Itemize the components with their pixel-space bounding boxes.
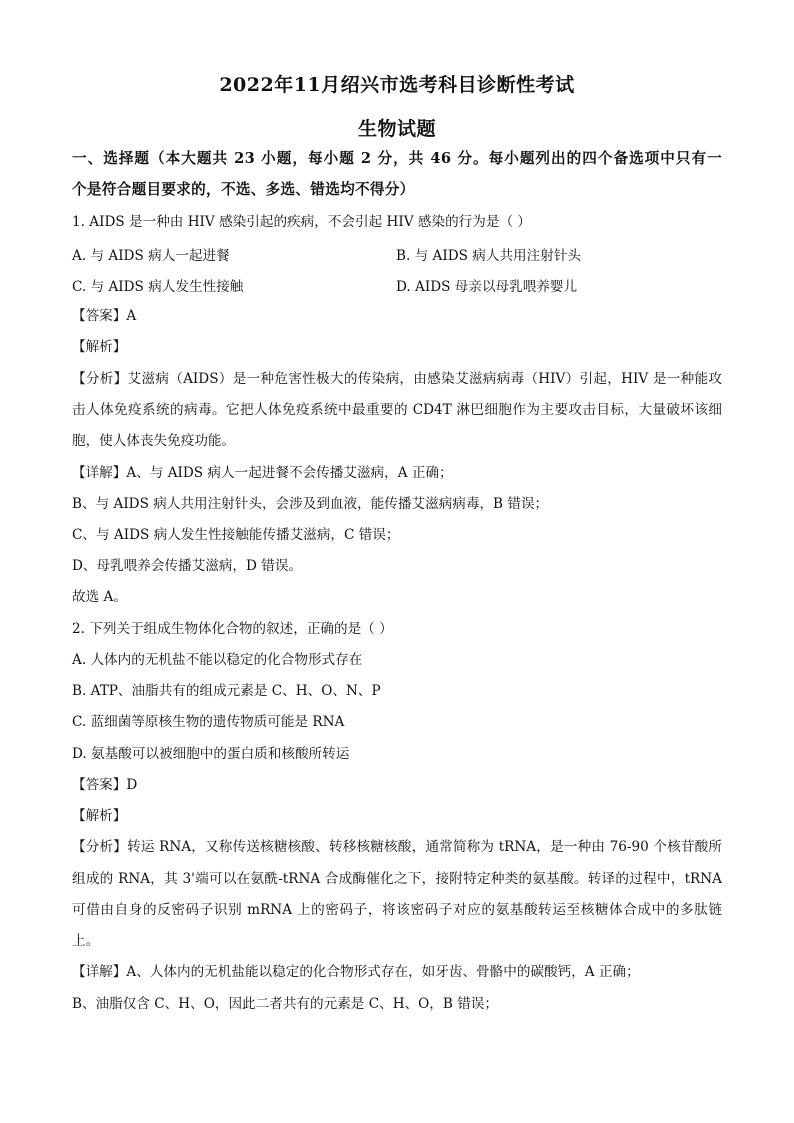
question-1-option-b: B. 与 AIDS 病人共用注射针头 bbox=[396, 248, 582, 264]
question-1-detail-line-2: B、与 AIDS 病人共用注射针头，会涉及到血液，能传播艾滋病病毒，B 错误； bbox=[72, 496, 549, 512]
question-2-answer: 【答案】D bbox=[72, 777, 138, 793]
page-subtitle: 生物试题 bbox=[357, 118, 436, 140]
question-2-stem: 2. 下列关于组成生物体化合物的叙述，正确的是（ ） bbox=[72, 621, 393, 637]
question-1-fenxi-line-3: 胞，使人体丧失免疫功能。 bbox=[72, 433, 236, 449]
question-1-answer: 【答案】A bbox=[72, 308, 137, 324]
page-title: 2022年11月绍兴市选考科目诊断性考试 bbox=[219, 74, 575, 96]
question-2-analysis-label: 【解析】 bbox=[72, 808, 127, 824]
question-1-option-d: D. AIDS 母亲以母乳喂养婴儿 bbox=[396, 279, 578, 295]
section-heading-line-2: 个是符合题目要求的，不选、多选、错选均不得分） bbox=[72, 181, 415, 198]
question-2-fenxi-line-4: 上。 bbox=[72, 933, 100, 949]
question-2-option-a: A. 人体内的无机盐不能以稳定的化合物形式存在 bbox=[72, 652, 363, 668]
question-1-conclusion: 故选 A。 bbox=[72, 589, 127, 605]
question-1-detail-line-3: C、与 AIDS 病人发生性接触能传播艾滋病，C 错误； bbox=[72, 527, 400, 543]
question-1-detail-line-4: D、母乳喂养会传播艾滋病，D 错误。 bbox=[72, 558, 303, 574]
question-2-option-d: D. 氨基酸可以被细胞中的蛋白质和核酸所转运 bbox=[72, 746, 350, 762]
question-2-detail-line-2: B、油脂仅含 C、H、O，因此二者共有的元素是 C、H、O，B 错误； bbox=[72, 996, 498, 1012]
section-heading-line-1: 一、选择题（本大题共 23 小题，每小题 2 分，共 46 分。每小题列出的四个备选项中只有一 bbox=[72, 150, 722, 167]
question-2-option-b: B. ATP、油脂共有的组成元素是 C、H、O、N、P bbox=[72, 683, 381, 699]
question-2-fenxi-line-3: 可借由自身的反密码子识别 mRNA 上的密码子，将该密码子对应的氨基酸转运至核糖体合成中的多肽链 bbox=[72, 902, 722, 918]
question-2-fenxi-line-2: 组成的 RNA，其 3'端可以在氨酰-tRNA 合成酶催化之下，接附特定种类的氨基酸。转译的过程中，tRNA bbox=[72, 871, 722, 887]
question-1-detail-line-1: 【详解】A、与 AIDS 病人一起进餐不会传播艾滋病，A 正确； bbox=[72, 465, 453, 481]
question-1-fenxi-line-1: 【分析】艾滋病（AIDS）是一种危害性极大的传染病，由感染艾滋病病毒（HIV）引起，HIV 是一种能攻 bbox=[72, 371, 722, 387]
question-1-option-a: A. 与 AIDS 病人一起进餐 bbox=[72, 248, 230, 264]
question-1-fenxi-line-2: 击人体免疫系统的病毒。它把人体免疫系统中最重要的 CD4T 淋巴细胞作为主要攻击目标，大量破坏该细 bbox=[72, 402, 722, 418]
question-1-analysis-label: 【解析】 bbox=[72, 339, 127, 355]
question-1-option-c: C. 与 AIDS 病人发生性接触 bbox=[72, 279, 244, 295]
question-2-fenxi-line-1: 【分析】转运 RNA，又称传送核糖核酸、转移核糖核酸，通常简称为 tRNA，是一种由 76-90 个核苷酸所 bbox=[72, 839, 722, 855]
question-2-option-c: C. 蓝细菌等原核生物的遗传物质可能是 RNA bbox=[72, 714, 345, 730]
question-2-detail-line-1: 【详解】A、人体内的无机盐能以稳定的化合物形式存在，如牙齿、骨骼中的碳酸钙，A 正确； bbox=[72, 964, 640, 980]
question-1-stem: 1. AIDS 是一种由 HIV 感染引起的疾病，不会引起 HIV 感染的行为是（ ） bbox=[72, 214, 531, 230]
